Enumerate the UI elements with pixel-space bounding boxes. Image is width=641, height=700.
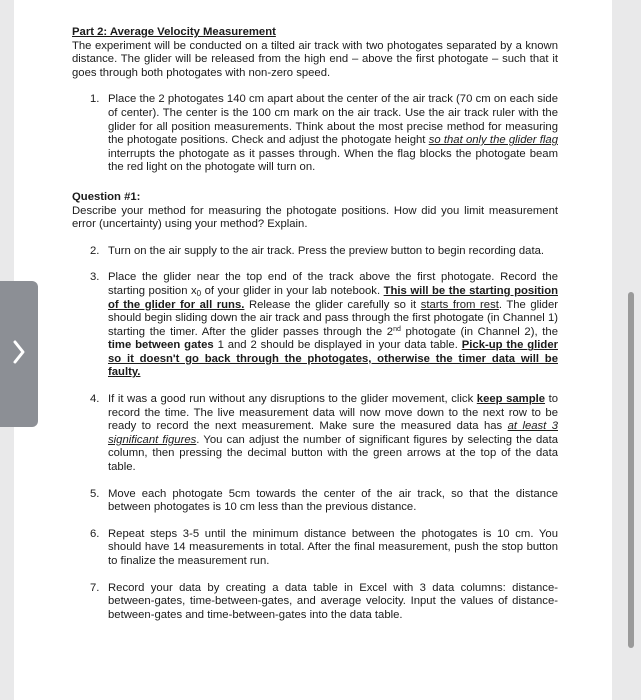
step-3 xyxy=(72,271,558,380)
chevron-right-icon xyxy=(12,339,26,370)
step-text: Turn on the air supply to the air track. Press the preview button to begin recording data. xyxy=(108,244,545,257)
step-text: photogate (in Channel 2), the xyxy=(400,325,558,338)
step-7 xyxy=(72,582,558,623)
section-heading: Part 2: Average Velocity Measurement xyxy=(72,26,276,38)
step-text: Release the glider carefully so it xyxy=(244,298,421,311)
step-number: 1. xyxy=(90,93,100,106)
document-content xyxy=(72,26,558,622)
step-number: 4. xyxy=(90,393,100,406)
step-text: interrupts the photogate as it passes through. When the flag blocks the photogate beam the red light on the photogate will turn on. xyxy=(108,147,558,174)
step-text: of your glider in your lab notebook. xyxy=(201,284,384,297)
step-emphasis: keep sample xyxy=(476,393,546,406)
subscript: 0 xyxy=(196,288,202,298)
step-text: to record the time. The live measurement data will now move down to the next row to be ready to record the next measurement. Make sure the measured data has xyxy=(108,393,559,433)
step-emphasis: This will be the starting position of the glider for all runs. xyxy=(108,284,558,311)
next-page-tab[interactable] xyxy=(0,281,38,427)
step-text: 1 and 2 should be displayed in your data table. xyxy=(213,339,462,352)
step-text: Place the glider near the top end of the track above the first photogate. Record the starting position x xyxy=(108,271,558,297)
step-emphasis: starts from rest xyxy=(420,298,499,311)
step-text: Repeat steps 3-5 until the minimum distance between the photogates is 10 cm. You should have 14 measurements in total. After the final measurement, push the stop button to finalize the measurement run. xyxy=(108,527,558,567)
steps-list-b xyxy=(72,245,558,623)
steps-list-a xyxy=(72,93,558,175)
superscript: nd xyxy=(393,325,401,333)
step-5 xyxy=(72,488,558,515)
step-number: 7. xyxy=(90,581,100,594)
intro-paragraph: The experiment will be conducted on a tilted air track with two photogates separated by a known distance. The glider will be released from the high end – above the first photogate – such that it goes through both photogates with non-zero speed. xyxy=(72,39,558,79)
step-emphasis: so that only the glider flag xyxy=(428,134,558,147)
step-emphasis: time between gates xyxy=(108,339,214,352)
step-number: 5. xyxy=(90,487,100,500)
step-text: Move each photogate 5cm towards the center of the air track, so that the distance between photogates is 10 cm less than the previous distance. xyxy=(108,487,558,514)
step-emphasis: at least 3 significant figures xyxy=(108,420,558,446)
step-6 xyxy=(72,528,558,569)
question-1 xyxy=(72,191,558,232)
step-4 xyxy=(72,393,558,475)
step-1 xyxy=(72,93,558,175)
question-text: Describe your method for measuring the photogate positions. How did you limit measurement error (uncertainty) using your method? Explain. xyxy=(72,204,558,231)
step-text: Place the 2 photogates 140 cm apart about the center of the air track (70 cm on each side of center). The center is the 100 cm mark on the air track. Use the air track ruler with the glider for all position measurements. Think about the most precise method for measuring the photogate positions. Check and adjust the photogate height xyxy=(108,93,558,147)
step-text: . The glider should begin sliding down the air track and pass through the first photogate (in Channel 1) starting the timer. After the glider passes through the 2 xyxy=(108,298,558,338)
step-text: . You can adjust the number of significant figures by selecting the data column, then pressing the decimal button with the green arrows at the top of the data table. xyxy=(108,433,558,474)
step-text: Record your data by creating a data table in Excel with 3 data columns: distance-between-gates, time-between-gates, and average velocity. Input the values of distance-between-gates and time-between-gates into the data table. xyxy=(108,581,558,621)
step-number: 3. xyxy=(90,271,100,284)
step-text: If it was a good run without any disruptions to the glider movement, click xyxy=(108,393,477,406)
step-emphasis: Pick-up the glider so it doesn't go back through the photogates, otherwise the timer data will be faulty. xyxy=(108,339,558,379)
vertical-scrollbar[interactable] xyxy=(628,292,634,648)
step-2 xyxy=(72,245,558,259)
step-number: 6. xyxy=(90,527,100,540)
question-title: Question #1: xyxy=(72,190,141,203)
step-number: 2. xyxy=(90,244,100,257)
